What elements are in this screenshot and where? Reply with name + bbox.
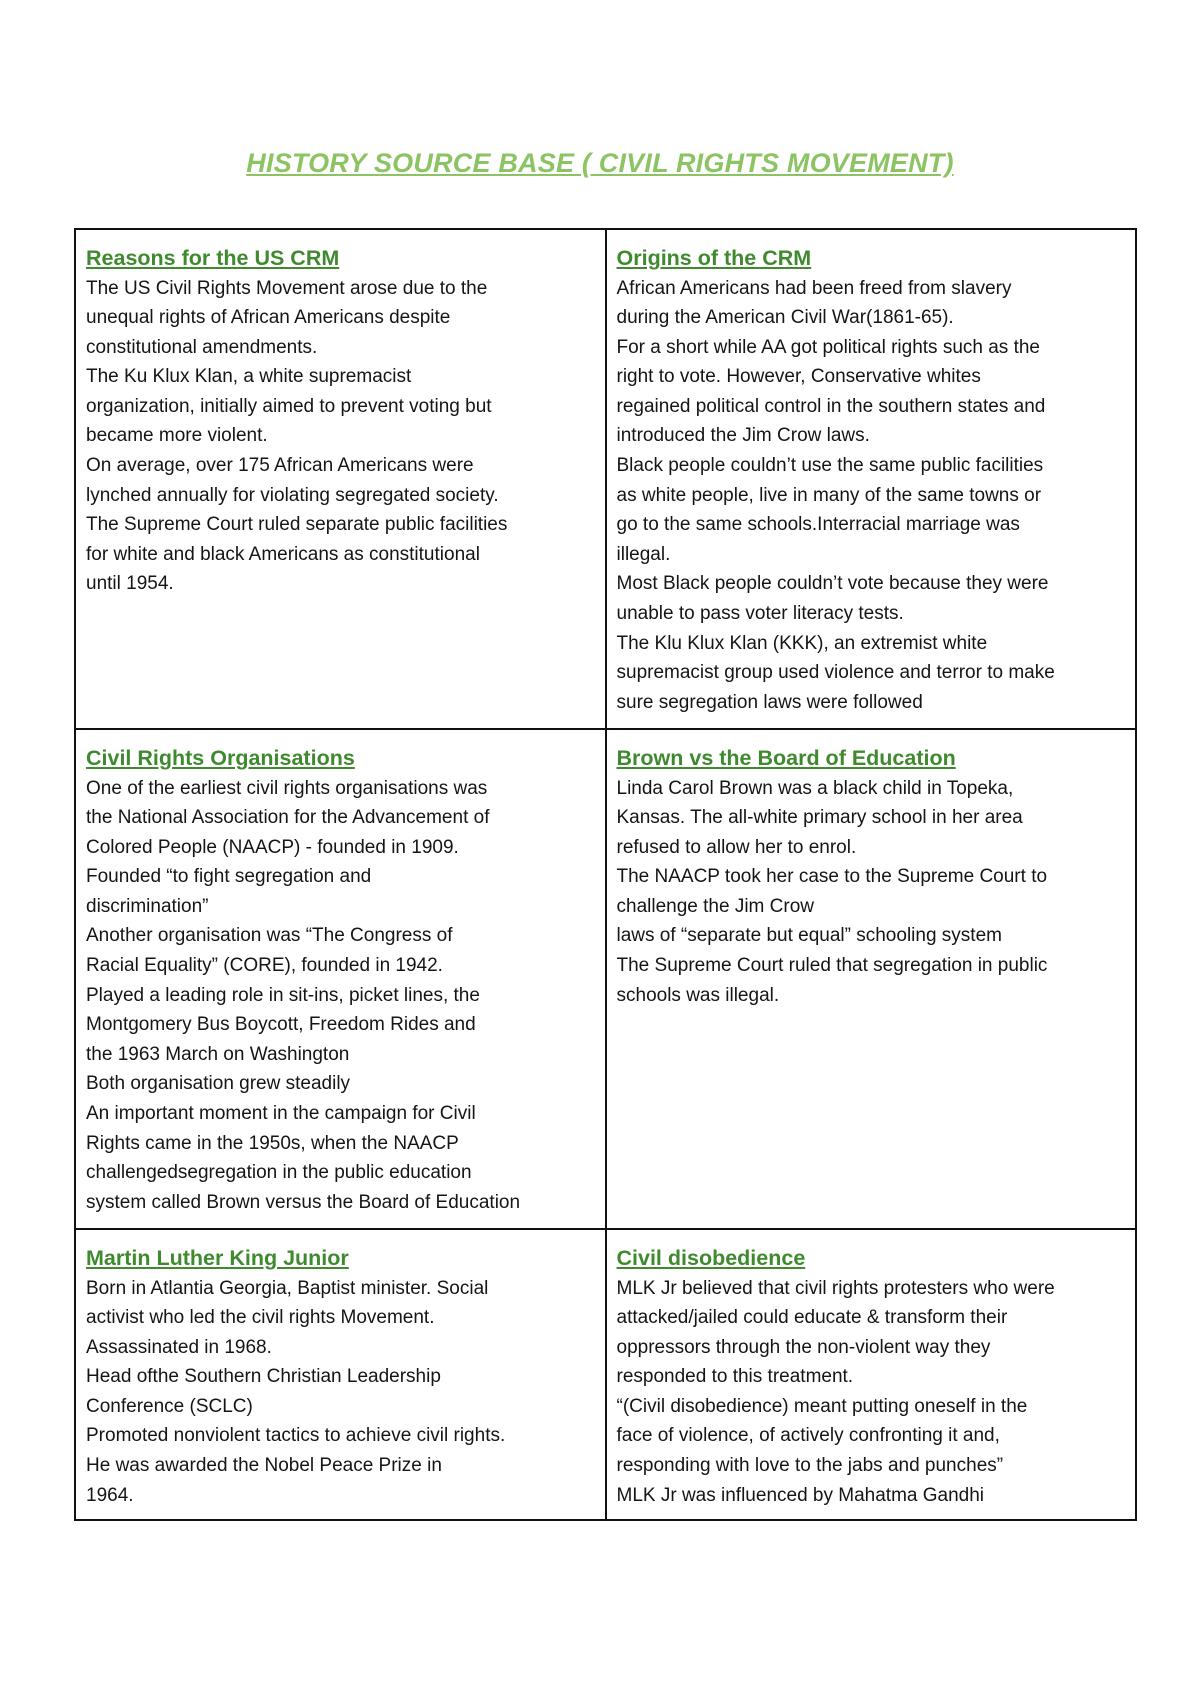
body-line: Linda Carol Brown was a black child in Topeka, (616, 777, 1014, 799)
cell-body (617, 1274, 1128, 1511)
body-line: Conference (SCLC) (86, 1395, 253, 1417)
body-line: Racial Equality” (CORE), founded in 1942. (86, 955, 443, 977)
body-line: For a short while AA got political rights such as the (616, 336, 1040, 358)
cell-heading: Martin Luther King Junior (86, 1246, 349, 1270)
body-line: right to vote. However, Conservative whites (616, 366, 981, 388)
body-line: attacked/jailed could educate & transform their (616, 1307, 1008, 1329)
body-line: Kansas. The all-white primary school in her area (616, 807, 1023, 829)
body-line: until 1954. (86, 573, 174, 595)
body-line: the 1963 March on Washington (86, 1043, 350, 1065)
body-line: constitutional amendments. (86, 336, 318, 358)
cell-body (617, 774, 1128, 1011)
cell-heading: Reasons for the US CRM (86, 246, 340, 270)
body-line: the National Association for the Advancement of (86, 807, 490, 829)
body-line: Head ofthe Southern Christian Leadership (86, 1366, 441, 1388)
table-row (75, 729, 1136, 1229)
source-table (74, 228, 1137, 1521)
body-line: oppressors through the non-violent way they (616, 1336, 991, 1358)
body-line: The Supreme Court ruled that segregation in public (616, 955, 1048, 977)
body-line: He was awarded the Nobel Peace Prize in (86, 1455, 442, 1477)
body-line: introduced the Jim Crow laws. (616, 425, 870, 447)
body-line: during the American Civil War(1861-65). (616, 307, 954, 329)
table-row (75, 229, 1136, 729)
cell-origins-of-crm (606, 229, 1137, 729)
cell-body (617, 274, 1128, 718)
body-line: “(Civil disobedience) meant putting oneself in the (616, 1395, 1028, 1417)
cell-heading: Brown vs the Board of Education (616, 746, 956, 770)
cell-brown-vs-board (606, 729, 1137, 1229)
body-line: became more violent. (86, 425, 268, 447)
body-line: unable to pass voter literacy tests. (616, 603, 904, 625)
body-line: The Ku Klux Klan, a white supremacist (86, 366, 412, 388)
body-line: On average, over 175 African Americans were (86, 455, 474, 477)
body-line: Another organisation was “The Congress of (86, 925, 453, 947)
cell-heading: Origins of the CRM (616, 246, 812, 270)
body-line: Founded “to fight segregation and (86, 866, 372, 888)
body-line: system called Brown versus the Board of Education (86, 1191, 521, 1213)
body-line: Assassinated in 1968. (86, 1336, 272, 1358)
body-line: Both organisation grew steadily (86, 1073, 351, 1095)
body-line: African Americans had been freed from slavery (616, 277, 1012, 299)
cell-heading: Civil Rights Organisations (86, 746, 355, 770)
body-line: Black people couldn’t use the same public facilities (616, 455, 1044, 477)
cell-body (86, 1274, 597, 1511)
cell-civil-rights-organisations (75, 729, 606, 1229)
body-line: schools was illegal. (616, 984, 780, 1006)
body-line: challengedsegregation in the public education (86, 1162, 472, 1184)
body-line: go to the same schools.Interracial marriage was (616, 514, 1020, 536)
body-line: Played a leading role in sit-ins, picket lines, the (86, 984, 480, 1006)
body-line: activist who led the civil rights Movement. (86, 1307, 435, 1329)
body-line: organization, initially aimed to prevent voting but (86, 395, 492, 417)
body-line: Most Black people couldn’t vote because they were (616, 573, 1049, 595)
body-line: One of the earliest civil rights organisations was (86, 777, 488, 799)
body-line: 1964. (86, 1484, 134, 1506)
body-line: discrimination” (86, 895, 209, 917)
body-line: The US Civil Rights Movement arose due to the (86, 277, 488, 299)
body-line: regained political control in the southern states and (616, 395, 1046, 417)
body-line: sure segregation laws were followed (616, 691, 923, 713)
body-line: Colored People (NAACP) - founded in 1909. (86, 836, 459, 858)
body-line: An important moment in the campaign for Civil (86, 1103, 476, 1125)
body-line: MLK Jr believed that civil rights protesters who were (616, 1277, 1055, 1299)
body-line: illegal. (616, 543, 671, 565)
cell-body (86, 274, 597, 600)
cell-reasons-for-crm (75, 229, 606, 729)
page-title: HISTORY SOURCE BASE ( CIVIL RIGHTS MOVEMENT) (246, 148, 954, 178)
cell-civil-disobedience (606, 1229, 1137, 1520)
body-line: supremacist group used violence and terror to make (616, 662, 1055, 684)
body-line: The Supreme Court ruled separate public facilities (86, 514, 508, 536)
body-line: Promoted nonviolent tactics to achieve civil rights. (86, 1425, 506, 1447)
body-line: challenge the Jim Crow (616, 895, 814, 917)
body-line: as white people, live in many of the same towns or (616, 484, 1042, 506)
body-line: The Klu Klux Klan (KKK), an extremist white (616, 632, 988, 654)
body-line: refused to allow her to enrol. (616, 836, 857, 858)
body-line: face of violence, of actively confronting it and, (616, 1425, 1000, 1447)
body-line: lynched annually for violating segregated society. (86, 484, 499, 506)
body-line: responded to this treatment. (616, 1366, 854, 1388)
body-line: laws of “separate but equal” schooling system (616, 925, 1002, 947)
body-line: MLK Jr was influenced by Mahatma Gandhi (616, 1484, 985, 1506)
table-row (75, 1229, 1136, 1520)
body-line: unequal rights of African Americans despite (86, 307, 451, 329)
cell-body (86, 774, 597, 1218)
body-line: The NAACP took her case to the Supreme Court to (616, 866, 1048, 888)
cell-heading: Civil disobedience (616, 1246, 806, 1270)
cell-martin-luther-king (75, 1229, 606, 1520)
body-line: for white and black Americans as constitutional (86, 543, 480, 565)
body-line: responding with love to the jabs and punches” (616, 1455, 1004, 1477)
body-line: Born in Atlantia Georgia, Baptist minister. Social (86, 1277, 489, 1299)
body-line: Montgomery Bus Boycott, Freedom Rides and (86, 1014, 476, 1036)
body-line: Rights came in the 1950s, when the NAACP (86, 1132, 459, 1154)
